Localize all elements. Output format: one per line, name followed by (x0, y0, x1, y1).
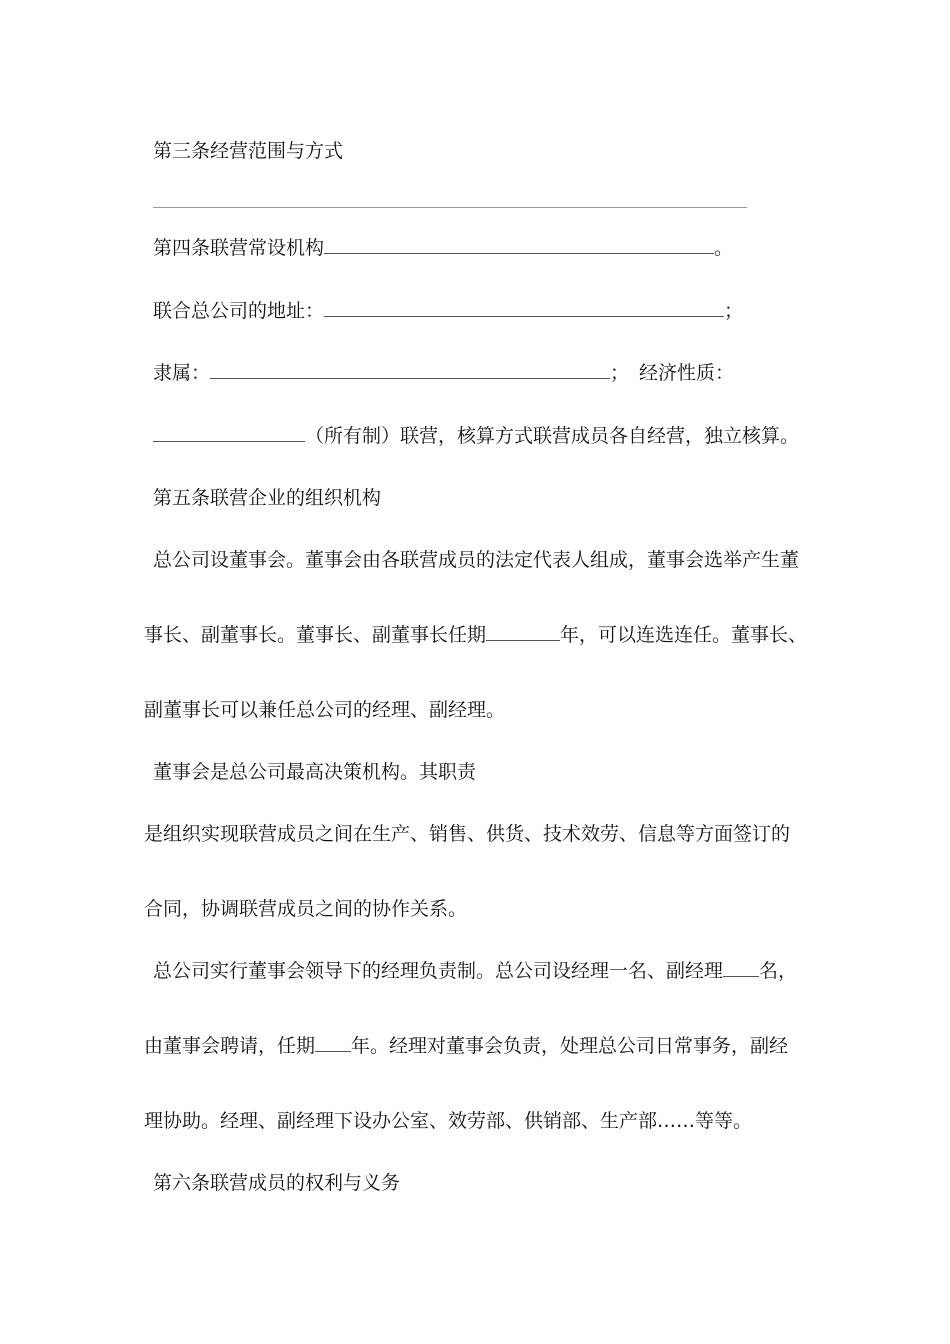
manager-paragraph-line-1: 总公司实行董事会领导下的经理负责制。总公司设经理一名、副经理 名， (153, 960, 798, 982)
board-duty-line-1: 董事会是总公司最高决策机构。其职责 (153, 761, 477, 783)
address-line: 联合总公司的地址： ； (153, 300, 744, 322)
board-paragraph-line-1: 总公司设董事会。董事会由各联营成员的法定代表人组成，董事会选举产生董 (153, 549, 800, 571)
article-4-heading: 第四条联营常设机构 。 (153, 237, 734, 259)
address-blank (324, 298, 724, 317)
board-duty-line-2: 是组织实现联营成员之间在生产、销售、供货、技术效劳、信息等方面签订的 (144, 823, 791, 845)
deputy-count-blank (723, 958, 759, 977)
manager-term-blank (315, 1033, 351, 1052)
manager-paragraph-line-2: 由董事会聘请，任期 年。经理对董事会负责，处理总公司日常事务，副经 (144, 1035, 789, 1057)
article-4-blank (324, 235, 714, 254)
manager-paragraph-line-3: 理协助。经理、副经理下设办公室、效劳部、供销部、生产部……等等。 (144, 1110, 753, 1132)
term-years-blank (486, 622, 560, 641)
article-3-heading: 第三条经营范围与方式 (153, 140, 344, 162)
ownership-line: （所有制）联营，核算方式联营成员各自经营，独立核算。 (153, 423, 799, 449)
article-5-heading: 第五条联营企业的组织机构 (153, 487, 382, 509)
article-6-heading: 第六条联营成员的权利与义务 (153, 1172, 401, 1194)
board-duty-line-3: 合同，协调联营成员之间的协作关系。 (144, 898, 468, 920)
board-paragraph-line-3: 副董事长可以兼任总公司的经理、副经理。 (144, 699, 506, 721)
article-3-fill-line (153, 207, 747, 208)
board-paragraph-line-2: 事长、副董事长。董事长、副董事长任期 年，可以连选连任。董事长、 (144, 624, 808, 646)
affiliation-blank (210, 360, 610, 379)
affiliation-line: 隶属： ； 经济性质： (153, 362, 735, 384)
economic-nature-blank (153, 423, 305, 442)
